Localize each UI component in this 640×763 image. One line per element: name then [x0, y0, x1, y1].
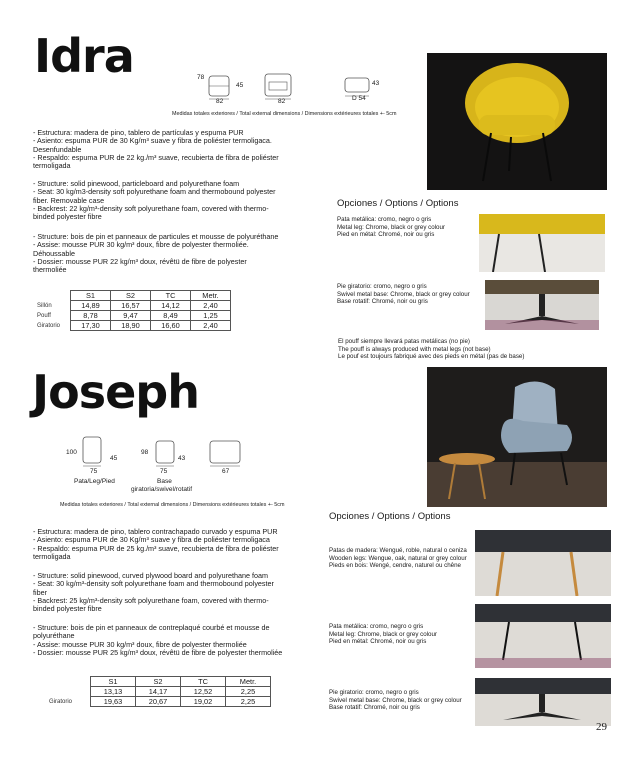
idra-dim-d-h: 43 — [372, 80, 380, 87]
spec-line: - Respaldo: espuma PUR de 22 kg./m³ suave, recubierta de fibra de poliéster — [33, 152, 279, 162]
table-cell: 18,90 — [111, 321, 151, 331]
spec-line: termoligada — [33, 551, 71, 561]
row-label: Sillón — [37, 302, 52, 309]
page-number: 29 — [596, 721, 607, 733]
table-header: Metr. — [191, 291, 231, 301]
idra-dim-w2: 82 — [278, 98, 286, 105]
spec-line: - Asiento: espuma PUR de 30 Kg/m³ suave y fibra de poliéster termoligaca. — [33, 136, 272, 146]
joseph-dim-cap2a: Base — [157, 478, 172, 485]
table-cell: 2,40 — [191, 301, 231, 311]
spec-line: fiber — [33, 587, 47, 597]
spec-line: - Seat: 30 kg/m3-density soft polyurethane foam and thermobound polyester — [33, 187, 276, 197]
idra-spec-fr — [33, 233, 318, 274]
row-label: Pouff — [37, 312, 51, 319]
table-header: TC — [151, 291, 191, 301]
idra-title: Idra — [34, 29, 134, 83]
option-line: Base rotatif: Chromé, noir ou gris — [337, 298, 428, 306]
row-label — [46, 687, 91, 697]
joseph-dim-cap2b: giratoria/swivel/rotatif — [131, 486, 193, 493]
idra-dim-h2: 45 — [236, 82, 244, 89]
idra-pouf-note — [338, 338, 578, 361]
table-cell: 8,49 — [151, 311, 191, 321]
joseph-metal-leg-photo — [475, 604, 611, 668]
spec-line: fiber. Removable case — [33, 195, 105, 205]
table-cell: 16,57 — [111, 301, 151, 311]
note-line: The pouff is always produced with metal legs (not base) — [338, 345, 491, 353]
joseph-dim-h3: 98 — [141, 449, 149, 456]
joseph-swivel-base-photo — [475, 678, 611, 726]
option-line: Metal leg: Chrome, black or grey colour — [329, 630, 437, 638]
spec-line: - Respaldo: espuma PUR de 25 kg./m³ suave, recubierta de fibra de poliéster — [33, 543, 279, 553]
table-row — [46, 697, 271, 707]
idra-option-metal-text — [337, 216, 472, 239]
option-line: Swivel metal base: Chrome, black or grey colour — [337, 290, 470, 298]
joseph-dims-note: Medidas totales exteriores / Total external dimensions / Dimensions extérieures totales +- 5cm — [60, 502, 285, 508]
table-cell: 13,13 — [91, 687, 136, 697]
joseph-title: Joseph — [32, 365, 199, 419]
option-line: Patas de madera: Wengué, roble, natural o ceniza — [329, 547, 467, 554]
idra-option-swivel-text — [337, 283, 487, 306]
option-line: Metal leg: Chrome, black or grey colour — [337, 223, 445, 231]
table-cell: 14,89 — [71, 301, 111, 311]
table-header-row — [34, 291, 231, 301]
option-line: Pieds en bois: Wengé, cendre, naturel ou chêne — [329, 562, 461, 570]
idra-dim-w1: 82 — [216, 98, 224, 105]
idra-chair-photo — [427, 53, 607, 190]
spec-line: polyuréthane — [33, 631, 75, 641]
spec-line: Desenfundable — [33, 144, 82, 154]
table-header-row — [46, 677, 271, 687]
table-cell: 20,67 — [136, 697, 181, 707]
spec-line: - Structure: bois de pin et panneaux de particules et mousse de polyuréthane — [33, 232, 279, 241]
table-cell: 19,02 — [181, 697, 226, 707]
table-cell: 2,25 — [226, 687, 271, 697]
table-row — [34, 301, 231, 311]
joseph-dim-w1: 75 — [90, 468, 98, 475]
option-line: Pied en métal: Chromé, noir ou gris — [337, 231, 435, 239]
idra-dimension-drawings — [195, 70, 415, 110]
option-line: Swivel metal base: Chrome, black or grey colour — [329, 696, 462, 704]
table-header: TC — [181, 677, 226, 687]
spec-line: - Estructura: madera de pino, tablero de partículas y espuma PUR — [33, 128, 244, 137]
table-header: Metr. — [226, 677, 271, 687]
idra-swivel-base-photo — [485, 280, 599, 330]
table-corner — [46, 677, 91, 687]
spec-line: - Backrest: 25 kg/m³-density soft polyurethane foam, covered with thermo- — [33, 595, 269, 605]
swivel-base-illustration — [475, 678, 611, 726]
table-corner — [34, 291, 71, 301]
spec-line: - Assise: mousse PUR 30 kg/m³ doux, fibre de polyester thermoliée. — [33, 240, 249, 250]
table-cell: 2,25 — [226, 697, 271, 707]
spec-line: binded polyester fibre — [33, 604, 102, 614]
joseph-chair-photo — [427, 367, 607, 507]
idra-metal-leg-photo — [479, 214, 605, 272]
joseph-price-table — [46, 676, 271, 707]
spec-line: - Dossier: mousse PUR 25 kg/m³ doux, révêtü de fibre de polyester thermoliée — [33, 647, 283, 657]
table-cell: 9,47 — [111, 311, 151, 321]
spec-line: - Backrest: 22 kg/m³-density soft polyurethane foam, covered with thermo- — [33, 203, 269, 213]
table-header: S2 — [136, 677, 181, 687]
table-header: S1 — [91, 677, 136, 687]
spec-line: - Assise: mousse PUR 30 kg/m³ doux, fibre de polyester thermoliée — [33, 639, 247, 649]
spec-line: - Seat: 30 kg/m³-density soft polyurethane foam and thermobound polyester — [33, 579, 274, 589]
table-cell: 14,12 — [151, 301, 191, 311]
joseph-wood-leg-photo — [475, 530, 611, 596]
option-line: Pie giratorio: cromo, negro o gris — [337, 283, 427, 290]
spec-line: Déhoussable — [33, 248, 75, 258]
table-header: S2 — [111, 291, 151, 301]
option-line: Pata metálica: cromo, negro o gris — [329, 623, 424, 630]
joseph-option-swivel-text — [329, 689, 479, 712]
joseph-option-metal-text — [329, 623, 479, 646]
idra-chair-illustration — [427, 53, 607, 190]
idra-price-table — [34, 290, 231, 331]
joseph-dim-h2: 45 — [110, 455, 118, 462]
spec-line: - Dossier: mousse PUR 22 kg/m³ doux, révêtü de fibre de polyester — [33, 256, 247, 266]
spec-line: - Asiento: espuma PUR de 30 Kg/m³ suave y fibra de poliéster termoligaca — [33, 535, 270, 545]
option-line: Base rotatif: Chromé, noir ou gris — [329, 704, 420, 712]
joseph-spec-fr — [33, 624, 323, 657]
option-line: Pied en métal: Chromé, noir ou gris — [329, 638, 427, 646]
spec-line: binded polyester fibre — [33, 212, 102, 222]
table-cell: 16,60 — [151, 321, 191, 331]
option-line: Pie giratorio: cromo, negro o gris — [329, 689, 419, 696]
idra-spec-en — [33, 180, 313, 221]
table-row — [34, 321, 231, 331]
idra-dim-d-label: D 54 — [352, 95, 366, 102]
table-row — [46, 687, 271, 697]
row-label: Giratorio — [49, 698, 73, 705]
table-cell: 17,30 — [71, 321, 111, 331]
swivel-base-illustration — [485, 280, 599, 330]
table-cell: 1,25 — [191, 311, 231, 321]
note-line: Le pouf est toujours fabriqué avec des pieds en métal (pas de base) — [338, 353, 525, 361]
joseph-dim-cap1: Pata/Leg/Pied — [74, 478, 115, 485]
metal-leg-illustration — [479, 214, 605, 272]
idra-options-title: Opciones / Options / Options — [337, 198, 459, 209]
option-line: Pata metálica: cromo, negro o gris — [337, 216, 432, 223]
idra-dimension-icons — [195, 70, 415, 110]
idra-dims-note: Medidas totales exteriores / Total external dimensions / Dimensions extérieures totales +- 5cm — [172, 111, 397, 117]
joseph-chair-illustration — [427, 367, 607, 507]
metal-leg-illustration — [475, 604, 611, 668]
table-row — [34, 311, 231, 321]
joseph-options-title: Opciones / Options / Options — [329, 511, 451, 522]
table-cell: 2,40 — [191, 321, 231, 331]
table-cell: 12,52 — [181, 687, 226, 697]
spec-line: - Structure: solid pinewood, particleboard and polyurethane foam — [33, 179, 240, 188]
spec-line: - Structure: bois de pin et panneaux de contreplaqué courbé et mousse de — [33, 623, 270, 632]
joseph-dim-w2: 75 — [160, 468, 168, 475]
spec-line: thermoliée — [33, 265, 67, 275]
joseph-dim-h1: 100 — [66, 449, 77, 456]
note-line: El pouff siempre llevará patas metálicas (no pie) — [338, 338, 470, 345]
wood-leg-illustration — [475, 530, 611, 596]
idra-dim-h1: 78 — [197, 74, 205, 81]
row-label: Giratorio — [37, 322, 61, 329]
idra-spec-es — [33, 129, 313, 170]
joseph-spec-en — [33, 572, 318, 613]
table-cell: 19,63 — [91, 697, 136, 707]
table-cell: 8,78 — [71, 311, 111, 321]
option-line: Wooden legs: Wengue, oak, natural or grey colour — [329, 554, 467, 562]
table-header: S1 — [71, 291, 111, 301]
joseph-option-wood-text — [329, 547, 479, 570]
joseph-dim-h4: 43 — [178, 455, 186, 462]
spec-line: - Estructura: madera de pino, tablero contrachapado curvado y espuma PUR — [33, 527, 278, 536]
joseph-spec-es — [33, 528, 318, 561]
spec-line: - Structure: solid pinewood, curved plywood board and polyurethane foam — [33, 571, 268, 580]
joseph-dim-w3: 67 — [222, 468, 230, 475]
spec-line: termoligada — [33, 161, 71, 171]
table-cell: 14,17 — [136, 687, 181, 697]
